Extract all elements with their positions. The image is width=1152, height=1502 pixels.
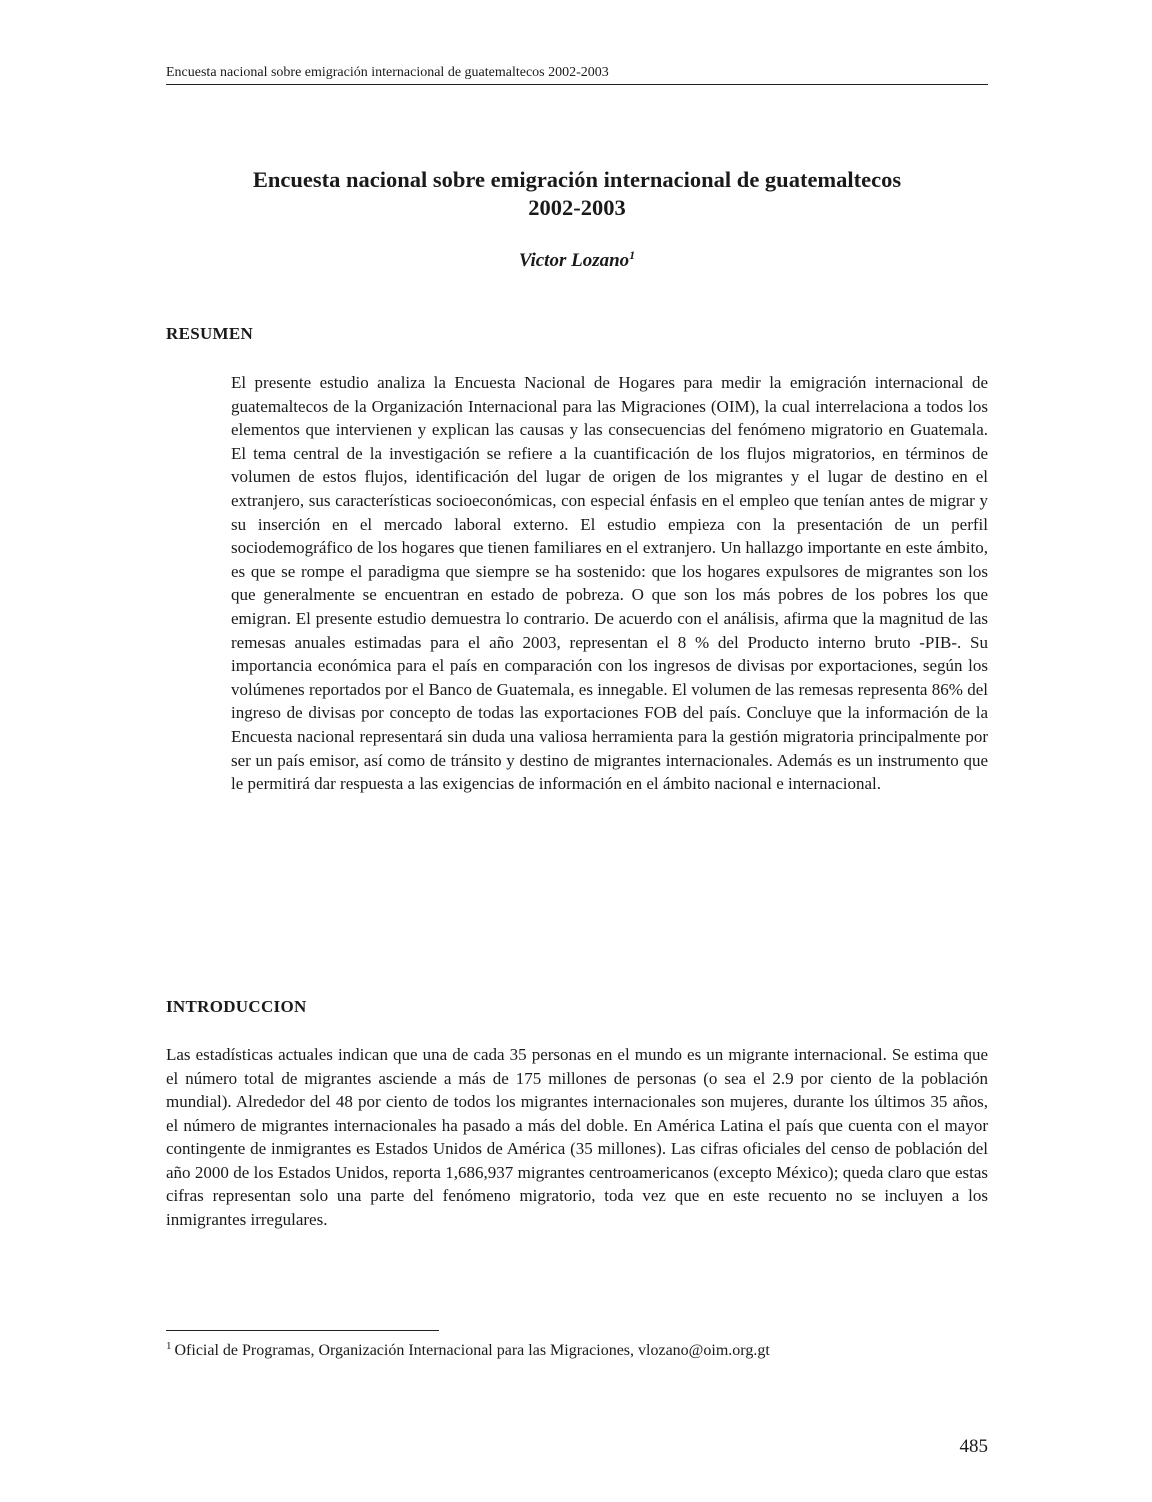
footnote [166,1341,988,1361]
paper-title-line-1: Encuesta nacional sobre emigración internacional de guatemaltecos [252,167,902,192]
footnote-mark: 1 [166,1340,172,1352]
paper-title [166,166,988,222]
running-header: Encuesta nacional sobre emigración internacional de guatemaltecos 2002-2003 [166,64,988,85]
introduccion-heading: INTRODUCCION [166,997,307,1016]
page-number: 485 [959,1436,988,1457]
paper-title-line-2: 2002-2003 [528,195,626,220]
resumen-paragraph: El presente estudio analiza la Encuesta Nacional de Hogares para medir la emigración internacional de guatemaltecos de la Organización Internacional para las Migraciones (OIM), la cual interrelaciona a todos los elementos que intervienen y explican las causas y las consecuencias del fenómeno migratorio en Guatemala. El tema central de la investigación se refiere a la cuantificación de los flujos migratorios, en términos de volumen de estos flujos, identificación del lugar de origen de los migrantes y el lugar de destino en el extranjero, sus características socioeconómicas, con especial énfasis en el empleo que tenían antes de migrar y su inserción en el mercado laboral externo. El estudio empieza con la presentación de un perfil sociodemográfico de los hogares que tienen familiares en el extranjero. Un hallazgo importante en este ámbito, es que se rompe el paradigma que siempre se ha sostenido: que los hogares expulsores de migrantes son los que generalmente se encuentran en estado de pobreza. O que son los más pobres de los pobres los que emigran. El presente estudio demuestra lo contrario. De acuerdo con el análisis, afirma que la magnitud de las remesas anuales estimadas para el año 2003, representan el 8 % del Producto interno bruto -PIB-. Su importancia económica para el país en comparación con los ingresos de divisas por exportaciones, según los volúmenes reportados por el Banco de Guatemala, es innegable. El volumen de las remesas representa 86% del ingreso de divisas por concepto de todas las exportaciones FOB del país. Concluye que la información de la Encuesta nacional representará sin duda una valiosa herramienta para la gestión migratoria principalmente por ser un país emisor, así como de tránsito y destino de migrantes internacionales. Además es un instrumento que le permitirá dar respuesta a las exigencias de información en el ámbito nacional e internacional. [231,373,988,794]
footnote-divider [166,1330,439,1331]
author-footnote-mark: 1 [629,248,636,262]
footnote-text: Oficial de Programas, Organización Internacional para las Migraciones, vlozano@oim.org.gt [174,1342,770,1359]
introduccion-paragraph: Las estadísticas actuales indican que una de cada 35 personas en el mundo es un migrante internacional. Se estima que el número total de migrantes asciende a más de 175 millones de personas (o sea el 2.9 por ciento de la población mundial). Alrededor del 48 por ciento de todos los migrantes internacionales son mujeres, durante los últimos 35 años, el número de migrantes internacionales ha pasado a más del doble. En América Latina el país que cuenta con el mayor contingente de inmigrantes es Estados Unidos de América (35 millones). Las cifras oficiales del censo de población del año 2000 de los Estados Unidos, reporta 1,686,937 migrantes centroamericanos (excepto México); queda claro que estas cifras representan solo una parte del fenómeno migratorio, toda vez que en este recuento no se incluyen a los inmigrantes irregulares. [166,1045,988,1229]
author-name: Victor Lozano [518,250,630,271]
resumen-heading: RESUMEN [166,324,254,343]
author-line [166,249,988,273]
